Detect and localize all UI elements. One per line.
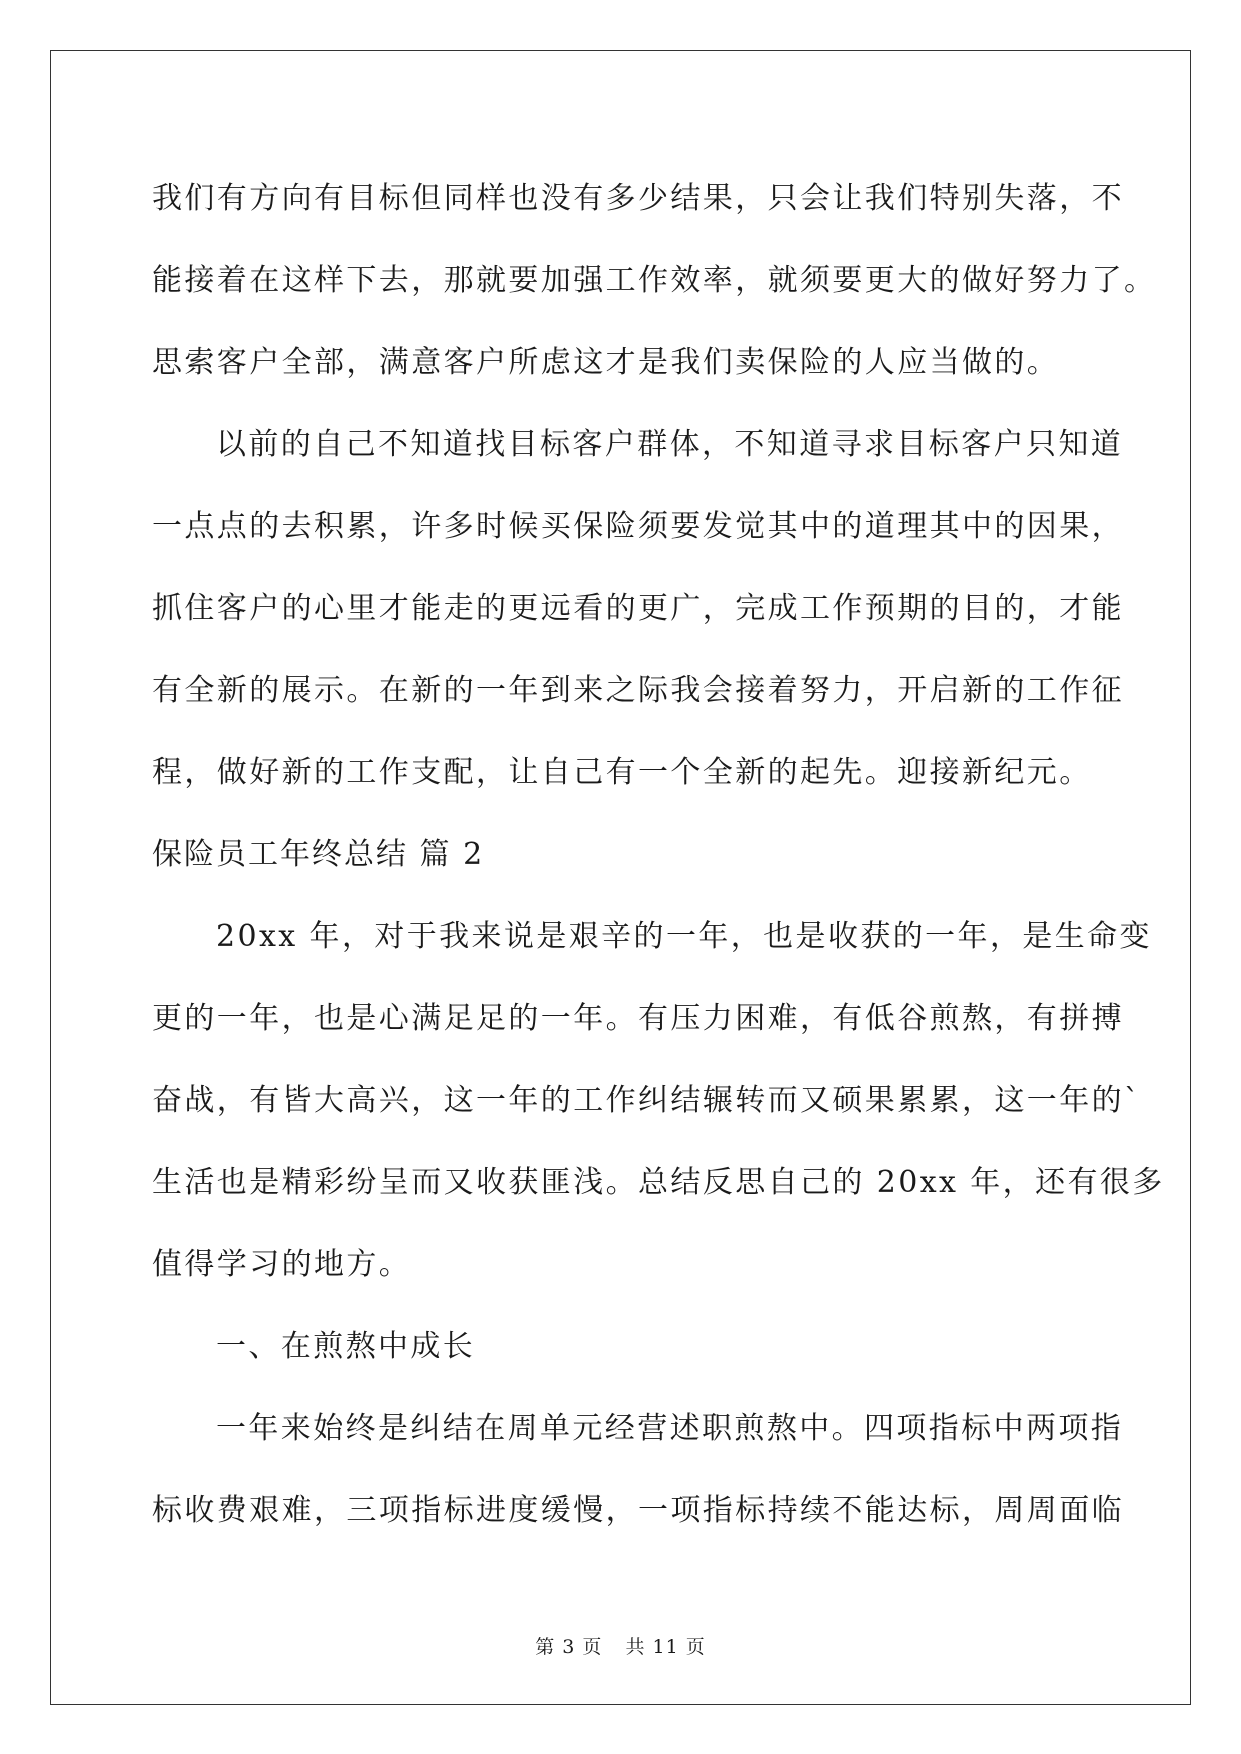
text-line: 以前的自己不知道找目标客户群体，不知道寻求目标客户只知道	[216, 427, 1124, 462]
text-line: 程，做好新的工作支配，让自己有一个全新的起先。迎接新纪元。	[152, 755, 1092, 790]
text-line: 生活也是精彩纷呈而又收获匪浅。总结反思自己的 20xx 年，还有很多	[152, 1165, 1165, 1200]
text-line: 抓住客户的心里才能走的更远看的更广，完成工作预期的目的，才能	[152, 591, 1124, 626]
text-line: 奋战，有皆大高兴，这一年的工作纠结辗转而又硕果累累，这一年的`	[152, 1083, 1142, 1118]
section-heading: 保险员工年终总结 篇 2	[152, 837, 485, 872]
text-line: 我们有方向有目标但同样也没有多少结果，只会让我们特别失落，不	[152, 181, 1124, 216]
text-line: 一点点的去积累，许多时候买保险须要发觉其中的道理其中的因果，	[152, 509, 1124, 544]
document-body	[152, 158, 1165, 1552]
text-line: 思索客户全部，满意客户所虑这才是我们卖保险的人应当做的。	[152, 345, 1060, 380]
text-line: 一年来始终是纠结在周单元经营述职煎熬中。四项指标中两项指	[216, 1411, 1124, 1446]
page-total: 共 11 页	[625, 1636, 706, 1658]
subsection-heading: 一、在煎熬中成长	[216, 1329, 476, 1364]
text-line: 值得学习的地方。	[152, 1247, 412, 1282]
text-line: 有全新的展示。在新的一年到来之际我会接着努力，开启新的工作征	[152, 673, 1124, 708]
text-line: 20xx 年，对于我来说是艰辛的一年，也是收获的一年，是生命变	[216, 919, 1152, 954]
text-line: 更的一年，也是心满足足的一年。有压力困难，有低谷煎熬，有拼搏	[152, 1001, 1124, 1036]
page-number: 第 3 页	[535, 1636, 603, 1658]
text-line: 标收费艰难，三项指标进度缓慢，一项指标持续不能达标，周周面临	[152, 1493, 1124, 1528]
page-footer	[0, 1632, 1241, 1659]
text-line: 能接着在这样下去，那就要加强工作效率，就须要更大的做好努力了。	[152, 263, 1157, 298]
